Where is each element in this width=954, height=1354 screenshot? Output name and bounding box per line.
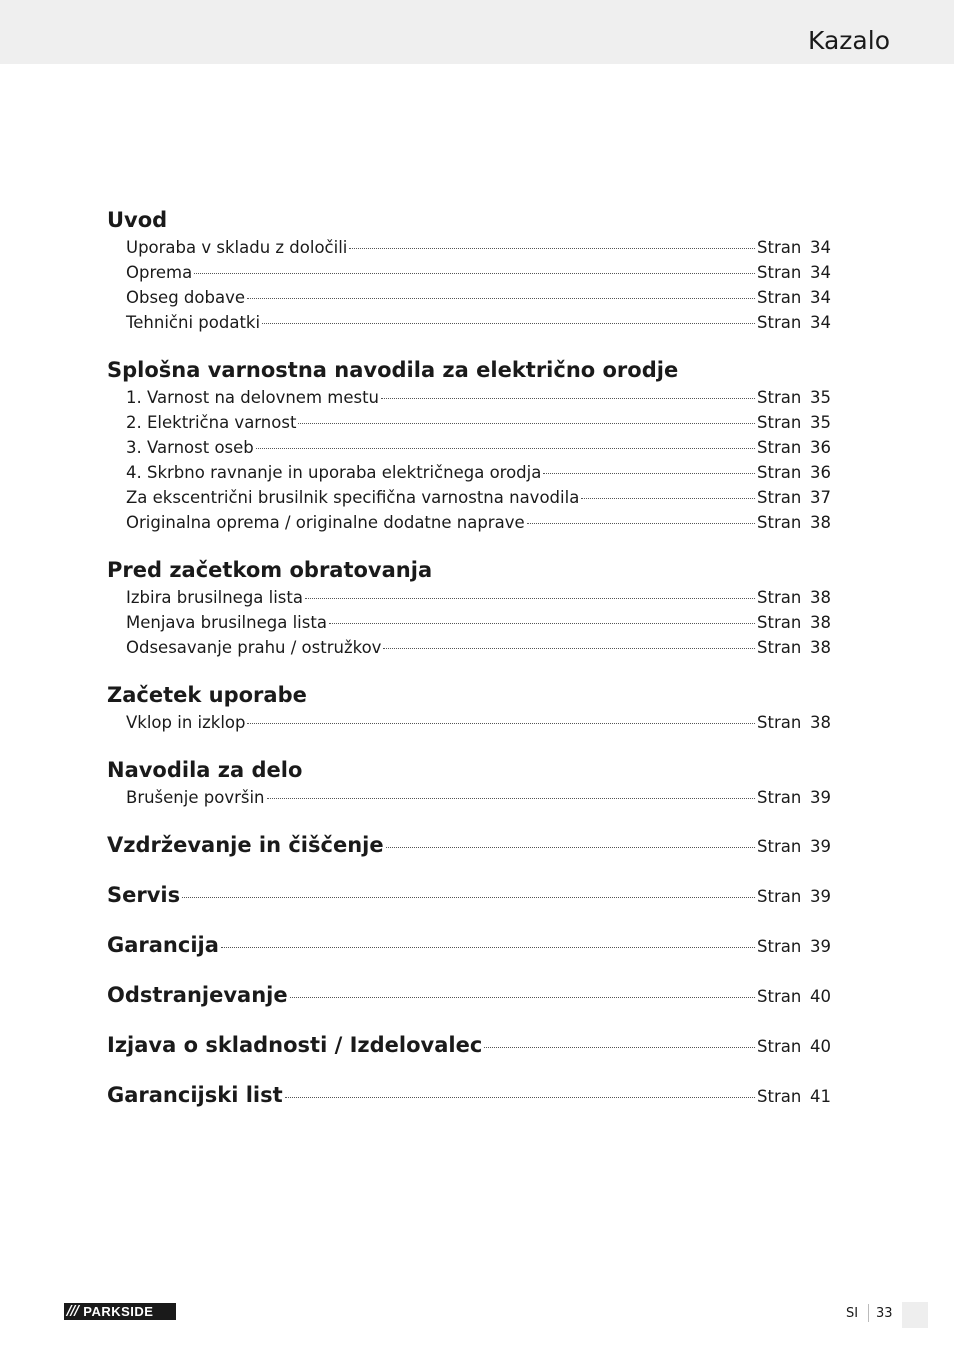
toc-entry[interactable] [107, 485, 831, 510]
entry-page-number: 37 [810, 488, 831, 507]
toc-entry[interactable] [107, 260, 831, 285]
heading-page-number: 41 [810, 1087, 831, 1106]
section-gap [107, 335, 831, 355]
toc-section [107, 755, 831, 810]
logo-slashes: /// [67, 1304, 79, 1319]
page-word: Stran [757, 987, 802, 1006]
entry-page-number: 35 [810, 413, 831, 432]
dot-leader [527, 523, 755, 524]
section-gap [107, 735, 831, 755]
heading-page-number: 39 [810, 887, 831, 906]
toc-entry[interactable] [107, 435, 831, 460]
entry-label: Oprema [126, 263, 193, 282]
entry-label: Originalna oprema / originalne dodatne naprave [126, 513, 525, 532]
entry-label: 4. Skrbno ravnanje in uporaba električnega orodja [126, 463, 542, 482]
dot-leader [221, 947, 755, 948]
toc-heading-entry[interactable] [107, 870, 831, 920]
page-word: Stran [757, 837, 802, 856]
section-gap [107, 660, 831, 680]
toc-entry[interactable] [107, 285, 831, 310]
page-word: Stran [757, 887, 802, 906]
page-word: Stran [757, 488, 802, 507]
page-word: Stran [757, 937, 802, 956]
heading-title: Garancijski list [107, 1083, 283, 1107]
toc-heading-entry[interactable] [107, 920, 831, 970]
entry-page-number: 34 [810, 238, 831, 257]
header-bar [0, 0, 954, 64]
entry-label: 1. Varnost na delovnem mestu [126, 388, 380, 407]
toc-entry[interactable] [107, 510, 831, 535]
entry-page-number: 34 [810, 288, 831, 307]
page-tab-marker [902, 1302, 928, 1328]
section-gap [107, 535, 831, 555]
page-word: Stran [757, 463, 802, 482]
heading-page-number: 40 [810, 987, 831, 1006]
dot-leader [182, 897, 755, 898]
entry-label: Vklop in izklop [126, 713, 246, 732]
entry-label: 3. Varnost oseb [126, 438, 254, 457]
page-word: Stran [757, 1087, 802, 1106]
entry-page-number: 36 [810, 438, 831, 457]
toc-heading-entry[interactable] [107, 970, 831, 1020]
entry-page-number: 38 [810, 588, 831, 607]
language-code: SI [846, 1306, 859, 1321]
dot-leader [290, 997, 755, 998]
footer-divider [868, 1304, 869, 1322]
page-word: Stran [757, 238, 802, 257]
entry-page-number: 38 [810, 713, 831, 732]
section-title[interactable]: Uvod [107, 208, 168, 232]
section-title[interactable]: Začetek uporabe [107, 683, 307, 707]
page-word: Stran [757, 713, 802, 732]
entry-label: Izbira brusilnega lista [126, 588, 303, 607]
heading-title: Izjava o skladnosti / Izdelovalec [107, 1033, 483, 1057]
page-word: Stran [757, 313, 802, 332]
page-word: Stran [757, 613, 802, 632]
dot-leader [285, 1097, 755, 1098]
entry-label: Uporaba v skladu z določili [126, 238, 348, 257]
toc-entry[interactable] [107, 235, 831, 260]
parkside-logo [64, 1303, 176, 1320]
toc-heading-entry[interactable] [107, 1020, 831, 1070]
toc-entry[interactable] [107, 710, 831, 735]
heading-page-number: 39 [810, 837, 831, 856]
dot-leader [381, 398, 755, 399]
dot-leader [247, 723, 755, 724]
dot-leader [247, 298, 755, 299]
toc-heading-entry[interactable] [107, 1070, 831, 1120]
entry-page-number: 34 [810, 263, 831, 282]
toc-heading-entry[interactable] [107, 820, 831, 870]
toc-entry[interactable] [107, 785, 831, 810]
heading-title: Servis [107, 883, 181, 907]
toc-section [107, 555, 831, 660]
dot-leader [383, 648, 755, 649]
dot-leader [386, 847, 755, 848]
page-word: Stran [757, 388, 802, 407]
page-number: 33 [876, 1306, 893, 1321]
dot-leader [349, 248, 755, 249]
dot-leader [194, 273, 755, 274]
toc-entry[interactable] [107, 310, 831, 335]
dot-leader [262, 323, 755, 324]
entry-page-number: 34 [810, 313, 831, 332]
section-title[interactable]: Pred začetkom obratovanja [107, 558, 433, 582]
dot-leader [256, 448, 755, 449]
page-word: Stran [757, 788, 802, 807]
toc-entry[interactable] [107, 410, 831, 435]
heading-page-number: 40 [810, 1037, 831, 1056]
page-word: Stran [757, 513, 802, 532]
page-word: Stran [757, 288, 802, 307]
entry-page-number: 36 [810, 463, 831, 482]
page-title: Kazalo [808, 26, 890, 55]
toc-entry[interactable] [107, 585, 831, 610]
toc-section [107, 355, 831, 535]
heading-title: Odstranjevanje [107, 983, 288, 1007]
toc-section [107, 680, 831, 735]
dot-leader [305, 598, 755, 599]
dot-leader [484, 1047, 755, 1048]
toc-entry[interactable] [107, 635, 831, 660]
heading-title: Garancija [107, 933, 219, 957]
entry-page-number: 38 [810, 613, 831, 632]
dot-leader [329, 623, 755, 624]
page-word: Stran [757, 638, 802, 657]
section-title[interactable]: Navodila za delo [107, 758, 303, 782]
entry-label: Tehnični podatki [126, 313, 261, 332]
toc-entry[interactable] [107, 460, 831, 485]
entry-label: Brušenje površin [126, 788, 265, 807]
toc-entry[interactable] [107, 610, 831, 635]
entry-page-number: 38 [810, 513, 831, 532]
entry-label: 2. Električna varnost [126, 413, 297, 432]
entry-page-number: 35 [810, 388, 831, 407]
dot-leader [267, 798, 755, 799]
toc-section [107, 205, 831, 335]
entry-label: Obseg dobave [126, 288, 245, 307]
page-word: Stran [757, 1037, 802, 1056]
entry-label: Menjava brusilnega lista [126, 613, 327, 632]
dot-leader [298, 423, 755, 424]
heading-page-number: 39 [810, 937, 831, 956]
page-word: Stran [757, 588, 802, 607]
entry-label: Za ekscentrični brusilnik specifična varnostna navodila [126, 488, 580, 507]
entry-page-number: 38 [810, 638, 831, 657]
page-word: Stran [757, 413, 802, 432]
dot-leader [581, 498, 755, 499]
page-word: Stran [757, 263, 802, 282]
table-of-contents [107, 205, 831, 1120]
section-title[interactable]: Splošna varnostna navodila za električno orodje [107, 358, 679, 382]
entry-page-number: 39 [810, 788, 831, 807]
toc-entry[interactable] [107, 385, 831, 410]
logo-text: PARKSIDE [83, 1304, 154, 1319]
entry-label: Odsesavanje prahu / ostružkov [126, 638, 382, 657]
heading-title: Vzdrževanje in čiščenje [107, 833, 384, 857]
page-word: Stran [757, 438, 802, 457]
dot-leader [543, 473, 755, 474]
